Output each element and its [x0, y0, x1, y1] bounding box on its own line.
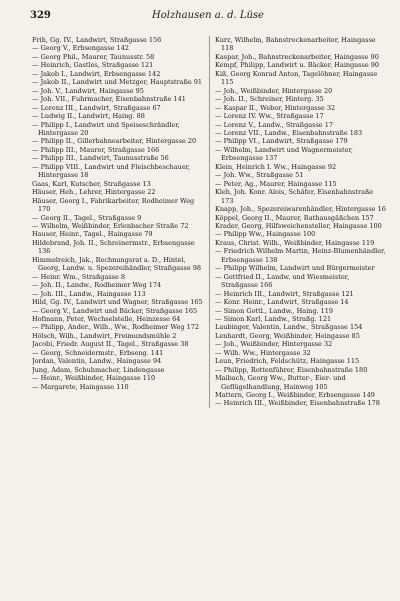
directory-entry: — Joh. II., Schreiner, Hinterg. 35: [215, 95, 324, 104]
directory-entry: — Georg, Schneidermstr., Erbseng. 141: [32, 348, 164, 357]
directory-entry: Hild, Gg. IV., Landwirt und Wagner, Straßgasse 165: [32, 298, 203, 307]
directory-entry: Gaas, Karl, Kutscher, Straßgasse 13: [32, 179, 151, 188]
directory-entry: — Simon Gottl., Landw., Haing. 119: [215, 306, 334, 315]
directory-entry: — Kaspar II., Weber, Hintergasse 32: [215, 103, 336, 112]
directory-entry: Kempf, Philipp, Landwirt u. Bäcker, Haingasse 90: [215, 61, 379, 70]
directory-columns: [32, 36, 386, 408]
directory-entry: — Joh. II., Landw., Rodheimer Weg 174: [32, 281, 162, 290]
directory-entry: — Philipp Ww., Haingasse 100: [215, 230, 316, 239]
directory-entry: Himmelreich, Jak., Rechnungsrat a. D., Hintel, Georg, Landw. u. Spezereihändler, Straßgasse 98: [32, 255, 202, 273]
directory-entry: — Joh. Ww., Straßgasse 51: [215, 171, 304, 180]
directory-entry: — Philipp III., Maurer, Straßgasse 166: [32, 145, 160, 154]
directory-entry: — Philipp VI., Landwirt, Straßgasse 179: [215, 137, 348, 146]
directory-entry: — Peter, Ag., Maurer, Haingasse 115: [215, 179, 337, 188]
directory-entry: — Margarete, Haingasse 110: [32, 382, 129, 391]
directory-entry: — Georg Phil., Maurer, Taunusstr. 58: [32, 52, 155, 61]
directory-entry: — Georg V., Erbsengasse 142: [32, 44, 130, 53]
directory-entry: Jung, Adam, Schuhmacher, Lindengasse: [32, 365, 165, 374]
directory-entry: — Wilh. Ww., Hintergasse 32: [215, 348, 311, 357]
directory-entry: Hildebrand, Joh. II., Schreinermstr., Erbsengasse 136: [32, 238, 195, 256]
directory-entry: — Philipp, Ander., Wilh., Ww., Rodheimer Weg 172: [32, 323, 199, 332]
directory-entry: Jacobi, Friedr. August II., Tagel., Straßgasse 38: [32, 340, 189, 349]
running-title: Holzhausen a. d. Lüse: [152, 10, 264, 21]
directory-entry: Hofmann, Peter, Wechselstelle, Heinzesse 64: [32, 314, 181, 323]
directory-entry: — Heinr. Wm., Straßgasse 8: [32, 272, 126, 281]
directory-entry: — Heinr., Weißbinder, Haingasse 110: [32, 374, 156, 383]
directory-entry: Kaspar, Joh., Bahnstreckenarbeiter, Haingasse 90: [215, 52, 379, 61]
directory-entry: Laubinger, Valentin, Landw., Straßgasse 154: [215, 323, 363, 332]
page-number: 329: [30, 10, 51, 21]
directory-entry: Jordan, Valentin, Landw., Haingasse 94: [32, 357, 162, 366]
directory-entry: — Wilhelm, Landwirt und Wagnermeister, Erbsengasse 137: [215, 145, 353, 163]
directory-entry: Krader, Georg, Hilfsweichensteller, Haingasse 100: [215, 221, 382, 230]
directory-entry: — Joh. V., Landwirt, Haingasse 95: [32, 86, 144, 95]
directory-entry: — Lorenz IV. Ww., Straßgasse 17: [215, 112, 324, 121]
directory-entry: Hauser, Heinr., Tagel., Haingasse 79: [32, 230, 153, 239]
directory-entry: Kurz, Wilhelm, Bahnstreckenarbeiter, Haingasse 118: [215, 36, 376, 53]
directory-entry: — Joh. III., Landw., Haingasse 113: [32, 289, 146, 298]
directory-entry: — Lorenz III., Landwirt, Straßgasse 67: [32, 103, 161, 112]
directory-entry: — Ludwig II., Landwirt, Haing. 88: [32, 112, 145, 121]
page-header: [30, 8, 386, 28]
directory-entry: — Joh., Weißbinder, Hintergasse 20: [215, 86, 333, 95]
directory-entry: — Georg II., Tagel., Straßgasse 9: [32, 213, 142, 222]
directory-entry: Maibach, Georg Ww., Butter-, Eier- und Geflügelhandlung, Hainweg 105: [215, 374, 346, 391]
directory-entry: — Heinrich III., Landwirt, Straßgasse 121: [215, 289, 354, 298]
directory-entry: — Georg V., Landwirt und Bäcker, Straßgasse 165: [32, 306, 198, 315]
directory-entry: — Wilhelm, Weißbinder, Erlenbacher Straße 72: [32, 221, 189, 230]
directory-entry: Lenhardt, Georg, Weißbinder, Heingasse 85: [215, 331, 360, 340]
directory-entry: — Jakob I., Landwirt, Erbsengasse 142: [32, 69, 161, 78]
directory-entry: Kiß, Georg Konrad Anton, Tagelöhner, Haingasse 115: [215, 69, 378, 87]
directory-entry: — Philipp Wilhelm, Landwirt und Bürgermeister: [215, 264, 375, 273]
directory-entry: Kleh, Joh. Konr. Alois, Schäfer, Eisenbahnstraße 173: [215, 188, 374, 205]
directory-entry: Häuser, Georg I., Fabrikarbeiter, Rodheimer Weg 170: [32, 196, 195, 214]
directory-entry: Leun, Friedrich, Feldschütz, Haingasse 115: [215, 357, 360, 366]
directory-entry: Köppel, Georg II., Maurer, Rathausgäßchen 157: [215, 213, 374, 222]
directory-entry: — Philipp I., Landwirt und Speiseschrändler, Hintergasse 20: [32, 120, 180, 137]
directory-entry: — Friedrich Wilhelm Martin, Heinz-Blumenhändler, Erbsengasse 138: [215, 247, 386, 264]
directory-entry: Hölsch, Wilh., Landwirt, Freimundsmühle 2: [32, 331, 177, 340]
directory-entry: — Lorenz VII., Landw., Eisenbahnstraße 183: [215, 128, 363, 137]
directory-entry: — Gottfried II., Landw. und Wiesmeister, Straßgasse 166: [215, 272, 350, 290]
directory-entry: — Joh. VII., Fuhrmacher, Eisenbahnstraße 141: [32, 95, 186, 104]
directory-entry: — Heinrich III., Weißbinder, Eisenbahnstraße 178: [215, 399, 380, 408]
directory-entry: — Jakob II., Landwirt und Metzger, Hauptstraße 91: [32, 78, 203, 87]
directory-entry: Knapp, Joh., Spezereiwarenhändler, Hintergasse 16: [215, 205, 386, 214]
directory-entry: — Philipp, Rottenführer, Eisenbahnstraße 180: [215, 365, 368, 374]
directory-entry: Häuser, Heh., Lehrer, Hintergasse 22: [32, 188, 156, 197]
directory-entry: — Lorenz V., Landw., Straßgasse 17: [215, 120, 333, 129]
directory-entry: Klein, Heinrich I. Ww., Haingasse 92: [215, 162, 337, 171]
directory-entry: — Konr. Heinr., Landwirt, Straßgasse 14: [215, 298, 349, 307]
directory-entry: Frih, Gg. IV., Landwirt, Straßgasse 156: [32, 36, 162, 44]
directory-entry: Kraus, Christ. Wilh., Weißbinder, Haingasse 119: [215, 238, 375, 247]
directory-entry: — Joh., Weißbinder, Hintergasse 32: [215, 340, 333, 349]
left-column: [32, 36, 203, 408]
directory-entry: — Philipp III., Landwirt, Taunusstraße 56: [32, 154, 169, 163]
right-column: [209, 36, 386, 408]
directory-entry: Mattern, Georg I., Weißbinder, Erbsengasse 149: [215, 391, 375, 400]
directory-entry: — Philipp VIII., Landwirt und Fleischbeschauer, Hintergasse 18: [32, 162, 191, 180]
directory-entry: — Heinrich, Gastles, Straßgasse 121: [32, 61, 154, 70]
directory-entry: — Philipp II., Gillerbahnearbeiter, Hintergasse 20: [32, 137, 197, 146]
directory-entry: — Simon Karl, Landw., Straßg. 121: [215, 314, 332, 323]
